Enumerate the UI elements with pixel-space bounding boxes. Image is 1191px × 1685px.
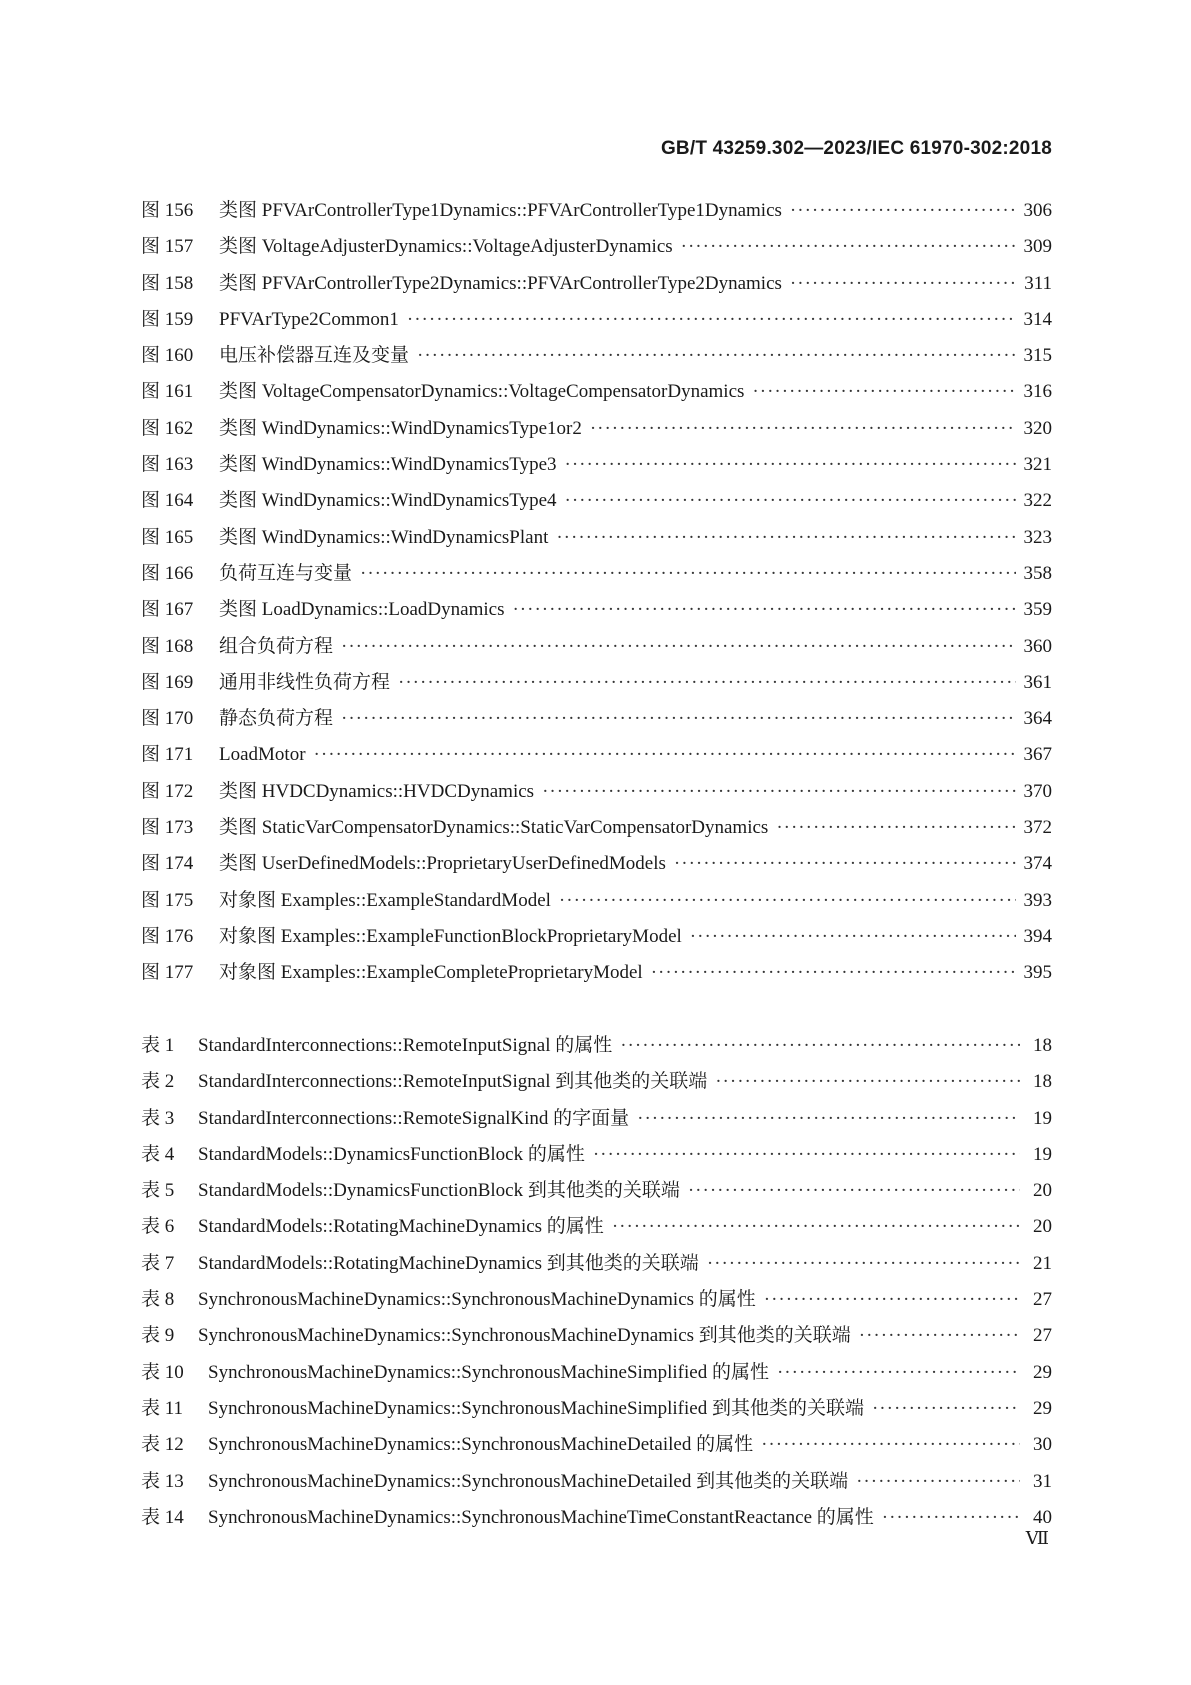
entry-number: 表 11	[141, 1397, 184, 1419]
entry-title: SynchronousMachineDynamics::SynchronousMachineTimeConstantReactance 的属性	[208, 1506, 874, 1528]
entry-number: 表 10	[141, 1361, 184, 1383]
table-entry[interactable]	[141, 1101, 1052, 1137]
entry-title: SynchronousMachineDynamics::SynchronousMachineDynamics 到其他类的关联端	[198, 1325, 851, 1347]
figure-entry[interactable]	[141, 229, 1052, 265]
entry-number: 图 171	[141, 744, 194, 766]
figure-entry[interactable]	[141, 556, 1052, 592]
entry-page: 323	[1023, 526, 1052, 548]
entry-title: SynchronousMachineDynamics::SynchronousMachineDetailed 到其他类的关联端	[208, 1470, 849, 1492]
entry-title: 类图 LoadDynamics::LoadDynamics	[219, 599, 505, 621]
entry-number: 图 162	[141, 417, 194, 439]
list-of-tables	[141, 1028, 1052, 1536]
entry-number: 图 170	[141, 708, 194, 730]
dot-leader	[651, 955, 1016, 991]
entry-page: 27	[1033, 1325, 1052, 1347]
dot-leader	[776, 810, 1015, 846]
figure-entry[interactable]	[141, 374, 1052, 410]
entry-title: 类图 HVDCDynamics::HVDCDynamics	[219, 780, 535, 802]
entry-title: 类图 UserDefinedModels::ProprietaryUserDefinedModels	[219, 853, 666, 875]
entry-number: 表 12	[141, 1434, 184, 1456]
dot-leader	[790, 266, 1016, 302]
dot-leader	[715, 1064, 1020, 1100]
entry-number: 图 174	[141, 853, 194, 875]
entry-number: 表 13	[141, 1470, 184, 1492]
entry-title: 类图 VoltageAdjusterDynamics::VoltageAdjusterDynamics	[219, 236, 673, 258]
entry-title: 静态负荷方程	[219, 708, 334, 730]
figure-entry[interactable]	[141, 810, 1052, 846]
entry-title: 类图 VoltageCompensatorDynamics::VoltageCompensatorDynamics	[219, 381, 745, 403]
entry-title: StandardModels::RotatingMachineDynamics 的属性	[198, 1216, 604, 1238]
entry-page: 322	[1023, 490, 1052, 512]
entry-number: 表 14	[141, 1506, 184, 1528]
dot-leader	[314, 737, 1016, 773]
entry-page: 29	[1033, 1397, 1052, 1419]
entry-page: 30	[1033, 1434, 1052, 1456]
entry-page: 27	[1033, 1289, 1052, 1311]
dot-leader	[559, 883, 1016, 919]
dot-leader	[407, 302, 1016, 338]
dot-leader	[565, 483, 1016, 519]
entry-number: 图 165	[141, 526, 194, 548]
table-entry[interactable]	[141, 1282, 1052, 1318]
figure-entry[interactable]	[141, 774, 1052, 810]
table-entry[interactable]	[141, 1427, 1052, 1463]
entry-title: 类图 WindDynamics::WindDynamicsType1or2	[219, 417, 582, 439]
entry-page: 361	[1023, 671, 1052, 693]
dot-leader	[512, 592, 1015, 628]
page-number: Ⅶ	[1025, 1528, 1049, 1548]
entry-page: 367	[1023, 744, 1052, 766]
entry-number: 图 160	[141, 345, 194, 367]
entry-page: 31	[1033, 1470, 1052, 1492]
dot-leader	[752, 374, 1015, 410]
entry-page: 19	[1033, 1107, 1052, 1129]
entry-number: 图 166	[141, 562, 194, 584]
figure-entry[interactable]	[141, 411, 1052, 447]
dot-leader	[341, 701, 1015, 737]
dot-leader	[872, 1391, 1020, 1427]
entry-page: 19	[1033, 1143, 1052, 1165]
dot-leader	[593, 1137, 1020, 1173]
entry-page: 320	[1023, 417, 1052, 439]
dot-leader	[859, 1318, 1020, 1354]
dot-leader	[688, 1173, 1020, 1209]
entry-title: SynchronousMachineDynamics::SynchronousMachineDetailed 的属性	[208, 1434, 754, 1456]
entry-title: 类图 WindDynamics::WindDynamicsPlant	[219, 526, 549, 548]
entry-page: 20	[1033, 1216, 1052, 1238]
entry-page: 370	[1023, 780, 1052, 802]
entry-title: StandardInterconnections::RemoteInputSignal 的属性	[198, 1035, 613, 1056]
dot-leader	[707, 1246, 1020, 1282]
entry-page: 374	[1023, 853, 1052, 875]
dot-leader	[764, 1282, 1020, 1318]
entry-number: 图 172	[141, 780, 194, 802]
figure-entry[interactable]	[141, 883, 1052, 919]
dot-leader	[620, 1028, 1020, 1064]
figure-entry[interactable]	[141, 919, 1052, 955]
list-of-figures	[141, 193, 1052, 992]
document-header: GB/T 43259.302—2023/IEC 61970-302:2018	[660, 138, 1052, 159]
entry-page: 18	[1033, 1071, 1052, 1093]
entry-page: 395	[1023, 962, 1052, 984]
figure-entry[interactable]	[141, 302, 1052, 338]
entry-title: 类图 PFVArControllerType2Dynamics::PFVArControllerType2Dynamics	[219, 272, 782, 294]
dot-leader	[637, 1101, 1020, 1137]
entry-number: 图 164	[141, 490, 194, 512]
entry-number: 图 168	[141, 635, 194, 657]
entry-page: 40	[1033, 1506, 1052, 1528]
entry-number: 图 161	[141, 381, 194, 403]
entry-title: StandardInterconnections::RemoteSignalKind 的字面量	[198, 1107, 630, 1129]
entry-page: 21	[1033, 1252, 1052, 1274]
entry-number: 图 159	[141, 308, 194, 330]
table-entry[interactable]	[141, 1318, 1052, 1354]
table-entry[interactable]	[141, 1173, 1052, 1209]
entry-page: 20	[1033, 1180, 1052, 1202]
dot-leader	[681, 229, 1016, 265]
entry-page: 360	[1023, 635, 1052, 657]
entry-title: SynchronousMachineDynamics::SynchronousMachineSimplified 到其他类的关联端	[208, 1397, 864, 1419]
table-entry[interactable]	[141, 1391, 1052, 1427]
figure-entry[interactable]	[141, 629, 1052, 665]
entry-number: 表 4	[141, 1143, 175, 1165]
dot-leader	[590, 411, 1016, 447]
entry-number: 表 5	[141, 1180, 175, 1202]
entry-number: 图 176	[141, 925, 194, 947]
dot-leader	[398, 665, 1015, 701]
dot-leader	[790, 193, 1016, 229]
entry-number: 图 158	[141, 272, 194, 294]
entry-number: 表 9	[141, 1325, 175, 1347]
entry-title: 对象图 Examples::ExampleStandardModel	[219, 889, 551, 911]
dot-leader	[882, 1500, 1020, 1536]
entry-title: StandardInterconnections::RemoteInputSignal 到其他类的关联端	[198, 1071, 708, 1093]
table-entry[interactable]	[141, 1500, 1052, 1536]
entry-page: 393	[1023, 889, 1052, 911]
figure-entry[interactable]	[141, 447, 1052, 483]
entry-page: 358	[1023, 562, 1052, 584]
entry-title: 电压补偿器互连及变量	[219, 345, 410, 367]
dot-leader	[556, 520, 1015, 556]
figure-entry[interactable]	[141, 665, 1052, 701]
dot-leader	[856, 1464, 1020, 1500]
entry-number: 图 169	[141, 671, 194, 693]
table-entry[interactable]	[141, 1246, 1052, 1282]
table-entry[interactable]	[141, 1209, 1052, 1245]
figure-entry[interactable]	[141, 338, 1052, 374]
dot-leader	[674, 846, 1016, 882]
entry-number: 图 163	[141, 454, 194, 476]
figure-entry[interactable]	[141, 846, 1052, 882]
entry-page: 18	[1033, 1035, 1052, 1056]
entry-number: 表 1	[141, 1035, 175, 1056]
dot-leader	[341, 629, 1015, 665]
dot-leader	[761, 1427, 1020, 1463]
entry-title: 类图 WindDynamics::WindDynamicsType3	[219, 454, 557, 476]
table-entry[interactable]	[141, 1464, 1052, 1500]
entry-page: 364	[1023, 708, 1052, 730]
entry-title: 组合负荷方程	[219, 635, 334, 657]
entry-page: 309	[1023, 236, 1052, 258]
figure-entry[interactable]	[141, 483, 1052, 519]
figure-entry[interactable]	[141, 955, 1052, 991]
entry-page: 29	[1033, 1361, 1052, 1383]
entry-page: 359	[1023, 599, 1052, 621]
entry-number: 表 6	[141, 1216, 175, 1238]
entry-number: 表 8	[141, 1289, 175, 1311]
figure-entry[interactable]	[141, 592, 1052, 628]
entry-title: 负荷互连与变量	[219, 562, 353, 584]
entry-title: 对象图 Examples::ExampleFunctionBlockProprietaryModel	[219, 925, 682, 947]
dot-leader	[565, 447, 1016, 483]
entry-number: 表 3	[141, 1107, 175, 1129]
entry-page: 311	[1024, 272, 1052, 294]
table-entry[interactable]	[141, 1137, 1052, 1173]
entry-number: 表 2	[141, 1071, 175, 1093]
entry-number: 图 167	[141, 599, 194, 621]
dot-leader	[542, 774, 1015, 810]
entry-title: SynchronousMachineDynamics::SynchronousMachineDynamics 的属性	[198, 1289, 756, 1311]
entry-page: 306	[1023, 200, 1052, 221]
entry-number: 图 175	[141, 889, 194, 911]
table-entry[interactable]	[141, 1028, 1052, 1064]
entry-title: 类图 PFVArControllerType1Dynamics::PFVArControllerType1Dynamics	[219, 200, 782, 221]
entry-title: 对象图 Examples::ExampleCompleteProprietaryModel	[219, 962, 643, 984]
entry-page: 315	[1023, 345, 1052, 367]
entry-number: 图 156	[141, 200, 194, 221]
entry-title: SynchronousMachineDynamics::SynchronousMachineSimplified 的属性	[208, 1361, 769, 1383]
entry-page: 314	[1023, 308, 1052, 330]
figure-entry[interactable]	[141, 193, 1052, 229]
entry-title: StandardModels::DynamicsFunctionBlock 到其他类的关联端	[198, 1180, 680, 1202]
figure-entry[interactable]	[141, 701, 1052, 737]
entry-title: StandardModels::RotatingMachineDynamics 到其他类的关联端	[198, 1252, 699, 1274]
table-entry[interactable]	[141, 1064, 1052, 1100]
entry-number: 图 173	[141, 817, 194, 839]
entry-title: PFVArType2Common1	[219, 308, 399, 330]
dot-leader	[612, 1209, 1020, 1245]
entry-page: 321	[1023, 454, 1052, 476]
dot-leader	[417, 338, 1015, 374]
entry-page: 372	[1023, 817, 1052, 839]
entry-title: StandardModels::DynamicsFunctionBlock 的属性	[198, 1143, 585, 1165]
entry-page: 394	[1023, 925, 1052, 947]
entry-title: 类图 StaticVarCompensatorDynamics::StaticVarCompensatorDynamics	[219, 817, 769, 839]
entry-title: LoadMotor	[219, 744, 306, 766]
table-entry[interactable]	[141, 1355, 1052, 1391]
entry-title: 类图 WindDynamics::WindDynamicsType4	[219, 490, 557, 512]
figure-entry[interactable]	[141, 266, 1052, 302]
entry-title: 通用非线性负荷方程	[219, 671, 391, 693]
figure-entry[interactable]	[141, 737, 1052, 773]
dot-leader	[690, 919, 1016, 955]
figure-entry[interactable]	[141, 520, 1052, 556]
entry-number: 图 177	[141, 962, 194, 984]
entry-number: 图 157	[141, 236, 194, 258]
dot-leader	[360, 556, 1015, 592]
entry-page: 316	[1023, 381, 1052, 403]
entry-number: 表 7	[141, 1252, 175, 1274]
dot-leader	[777, 1355, 1020, 1391]
